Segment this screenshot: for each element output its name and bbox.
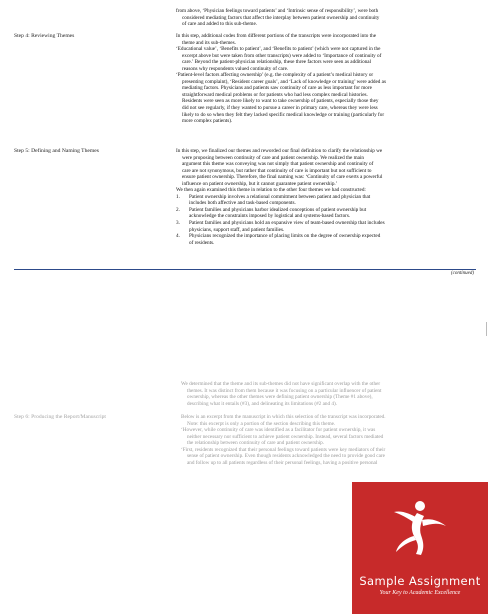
list-number: 4. (176, 233, 180, 240)
text-line: We then again examined this theme in relation to the other four themes we had constructed: (176, 187, 366, 194)
text-line: straightforward medical problems or for patients who had less complex medical histories. (182, 91, 368, 98)
text-line: Residents were seen as more likely to want to take ownership of patients, especially those they (182, 98, 379, 105)
list-text (189, 194, 474, 207)
step4-content (176, 33, 474, 125)
table-divider-rule (14, 269, 476, 270)
text-line: Patient ownership involves a relational commitment between patient and physician that (189, 193, 371, 200)
dancing-figure-logo-icon (390, 498, 450, 562)
text-line: considered mediating factors that affect the interplay between patient ownership and continuity (182, 14, 380, 21)
text-line: ‘Educational value’, ‘Benefits to patient’, and ‘Benefits to patient’ (which were not captured in the (176, 46, 381, 53)
text-line: ‘Patient-level factors affecting ownership’ (e.g. the complexity of a patient’s medical history or (176, 72, 374, 79)
continued-label: (continued) (450, 271, 474, 276)
step5-label: Step 5: Defining and Naming Themes (14, 148, 99, 154)
text-line: likely to do so when they felt they lacked specific medical knowledge or training (particularly for (182, 111, 385, 118)
text-line: more complex patients). (182, 118, 233, 125)
text-line: mediating factors. Physicians and patients saw continuity of care as less important for more (182, 85, 372, 92)
step6-label: Step 6: Producing the Report/Manuscript (14, 414, 106, 420)
list-text (189, 220, 474, 233)
text-line: ownership, whereas the other themes were defining patient ownership (Theme #1 above), (187, 394, 373, 401)
page-edge-line (486, 322, 487, 336)
text-line: neither necessary nor sufficient to achieve patient ownership. Instead, several factors mediated (187, 433, 384, 440)
text-line: In this step, additional codes from different portions of the transcripts were incorporated into the (176, 33, 376, 39)
text-line: physicians, support staff, and patient families. (189, 226, 285, 233)
text-line: from above, ‘Physician feelings toward patients’ and ‘Intrinsic sense of responsibility’, were both (176, 8, 379, 14)
list-item (176, 233, 474, 246)
text-line: sense of patient ownership. Even though residents acknowledged the need to provide good care (187, 453, 385, 460)
text-line: presenting complaint), ‘Resident career goals’, and ‘Lack of knowledge or training’ were added as (182, 78, 387, 85)
brand-tagline: Your Key to Academic Excellence (379, 590, 461, 596)
text-line: did not see regularly, if they wanted to pursue a career in primary care, whereas they were less (182, 105, 378, 112)
text-line: care.’ Beyond the patient-physician relationship, these three factors were seen as additional (182, 59, 372, 66)
text-line: In this step, we finalized our themes and reworded our final definition to clarify the relationship we (176, 148, 383, 154)
text-line: were proposing between continuity of care and patient ownership. We realized the main (182, 154, 364, 161)
text-line: excerpt above but were taken from other transcripts) were added to ‘Importance of continuity of (182, 52, 382, 59)
text-line: theme and its sub-themes. (182, 39, 236, 46)
list-item (176, 207, 474, 220)
text-line: We determined that the theme and its sub-themes did not have significant overlap with the other (181, 381, 381, 387)
text-line: ensure patient ownership. Therefore, the final naming was: ‘Continuity of care exerts a powerful (182, 174, 383, 181)
brand-name: Sample Assignment (359, 574, 481, 588)
text-line: acknowledge the constraints imposed by logistical and systems-based factors. (189, 213, 351, 220)
list-number: 3. (176, 220, 180, 227)
text-line: includes both affective and task-based components. (189, 200, 296, 207)
list-number: 2. (176, 206, 180, 213)
list-number: 1. (176, 193, 180, 200)
step4-label: Step 4: Reviewing Themes (14, 33, 75, 39)
text-line: influence on patient ownership, but it cannot guarantee patient ownership.’ (182, 180, 338, 187)
theme-overlap-paragraph (181, 381, 473, 407)
text-line: ‘However, while continuity of care was identified as a facilitator for patient ownership, it was (181, 427, 376, 434)
text-line: themes. It was distinct from them because it was focusing on a particular influencer of patient (187, 387, 382, 394)
brand-logo (352, 482, 488, 614)
text-line: and follow up to all patients regardless of their personal feelings, having a positive personal (187, 459, 378, 466)
step6-content (181, 414, 473, 466)
text-line: of care and added to this sub-theme. (182, 21, 258, 28)
list-item (176, 194, 474, 207)
text-line: reasons why respondents valued continuity of care. (182, 65, 289, 72)
text-line: Patient families and physicians harbor idealized conceptions of patient ownership but (189, 206, 367, 213)
text-line: of residents. (189, 239, 215, 246)
text-line: describing what it entails (#3), and delineating its limitations (#2 and 4). (187, 400, 337, 407)
list-text (189, 233, 474, 246)
text-line: Physicians recognized the importance of placing limits on the degree of ownership expected (189, 233, 381, 240)
text-line: argument this theme was conveying was not simply that patient ownership and continuity of (182, 161, 374, 168)
list-text (189, 207, 474, 220)
continuation-paragraph (176, 8, 474, 28)
list-item (176, 220, 474, 233)
text-line: Note: this excerpt is only a portion of the section describing this theme. (187, 420, 336, 427)
text-line: care are not synonymous, but rather that continuity of care is important but not sufficient to (182, 167, 372, 174)
text-line: Below is an excerpt from the manuscript in which this selection of the transcript was incorporated. (181, 414, 386, 420)
text-line: ‘First, residents recognized that their personal feelings toward patients were key mediators of their (181, 446, 386, 453)
text-line: the relationship between continuity of care and patient ownership. (187, 440, 324, 447)
step5-content (176, 148, 474, 246)
text-line: Patient families and physicians hold an expansive view of team-based ownership that includes (189, 220, 385, 227)
